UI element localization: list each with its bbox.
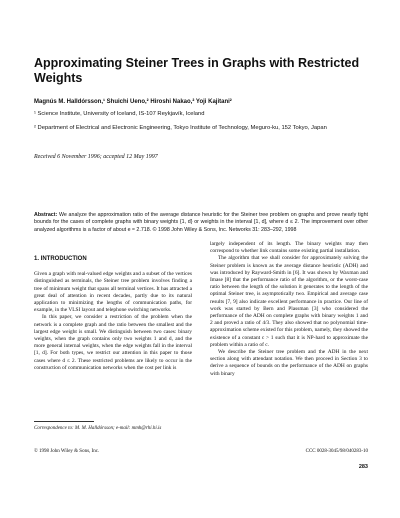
body-paragraph: The algorithm that we shall consider for approximately solving the Steiner problem is known as the average distance heuristic (ADH) and was introduced by Rayward-Smith in [6]. It was shown by Waxman and Imase [8] that the performance ratio of the algorithm, or the worst-case ratio between the length of the solution it generates to the length of the optimal Steiner tree, is asymptotically two. Empirical and average case results [7, 9] also indicate excellent performance in practice. Our line of work was started by Bern and Plassman [3] who considered the performance of the ADH on complete graphs with binary weights 1 and 2 and proved a ratio of 4/3. They also showed that no polynomial time-approximation scheme existed for this problem, namely, they showed the existence of a constant c > 1 such that it is NP-hard to approximate the problem within a ratio of c.	[210, 255, 368, 348]
correspondence-footnote: Correspondence to: M. M. Halldórsson; e-mail: mmh@rhi.hi.is	[34, 426, 162, 431]
received-dates: Received 6 November 1996; accepted 12 May 1997	[34, 154, 158, 160]
body-paragraph: In this paper, we consider a restriction of the problem when the network is a complete graph and the ratio between the smallest and the largest edge weight is small. We distinguish between two cases: binary weights, when the graph contains only two weights 1 and d, and the more general internal weights, when the edge weights fall in the interval [1, d]. For both types, we restrict our attention in this paper to those cases where d ≤ 2. These restricted problems are likely to occur in the construction of communication networks when the cost per link is	[34, 314, 192, 371]
paper-title: Approximating Steiner Trees in Graphs with Restricted Weights	[34, 56, 360, 85]
page-number: 283	[358, 464, 368, 470]
abstract-text: We analyze the approximation ratio of the average distance heuristic for the Steiner tree problem on graphs and prove nearly tight bounds for the cases of complete graphs with binary weights {1, d} or weights in the interval [1, d], where d ≤ 2. The improvement over other analyzed algorithms is a factor of about e ≈ 2.718.	[34, 212, 368, 233]
body-paragraph: Given a graph with real-valued edge weights and a subset of the vertices distinguished as terminals, the Steiner tree problem involves finding a tree of minimum weight that spans all terminal vertices. It has attracted a great deal of attention in recent decades, partly due to its natural application to minimizing the lengths of communication paths, for example, in the VLSI layout and telephone switching networks.	[34, 271, 192, 314]
body-paragraph: We describe the Steiner tree problem and the ADH in the next section along with attendant notation. We then proceed in Section 3 to derive a sequence of bounds on the performance of the ADH on graphs with binary	[210, 349, 368, 377]
author-list: Magnús M. Halldórsson,¹ Shuichi Ueno,² Hiroshi Nakao,² Yoji Kajitani²	[34, 99, 232, 105]
right-column	[210, 241, 368, 378]
abstract-copyright: © 1998 John Wiley & Sons, Inc. Networks 31: 283–292, 1998	[152, 226, 297, 233]
affiliation-1: ¹ Science Institute, University of Iceland, IS-107 Reykjavík, Iceland	[34, 111, 205, 117]
copyright-footer: © 1998 John Wiley & Sons, Inc.	[34, 449, 100, 454]
section-heading: 1. INTRODUCTION	[34, 256, 87, 262]
body-paragraph: largely independent of its length. The binary weights may then correspond to whether link contains some existing partial installation.	[210, 241, 368, 255]
ccc-code: CCC 0028-3045/98/040283-10	[305, 449, 368, 454]
abstract	[34, 212, 368, 234]
abstract-label: Abstract:	[34, 212, 58, 218]
left-column	[34, 256, 192, 372]
affiliation-2: ² Department of Electrical and Electronic Engineering, Tokyo Institute of Technology, Meguro-ku, 152 Tokyo, Japan	[34, 125, 327, 131]
footnote-divider	[34, 421, 94, 422]
